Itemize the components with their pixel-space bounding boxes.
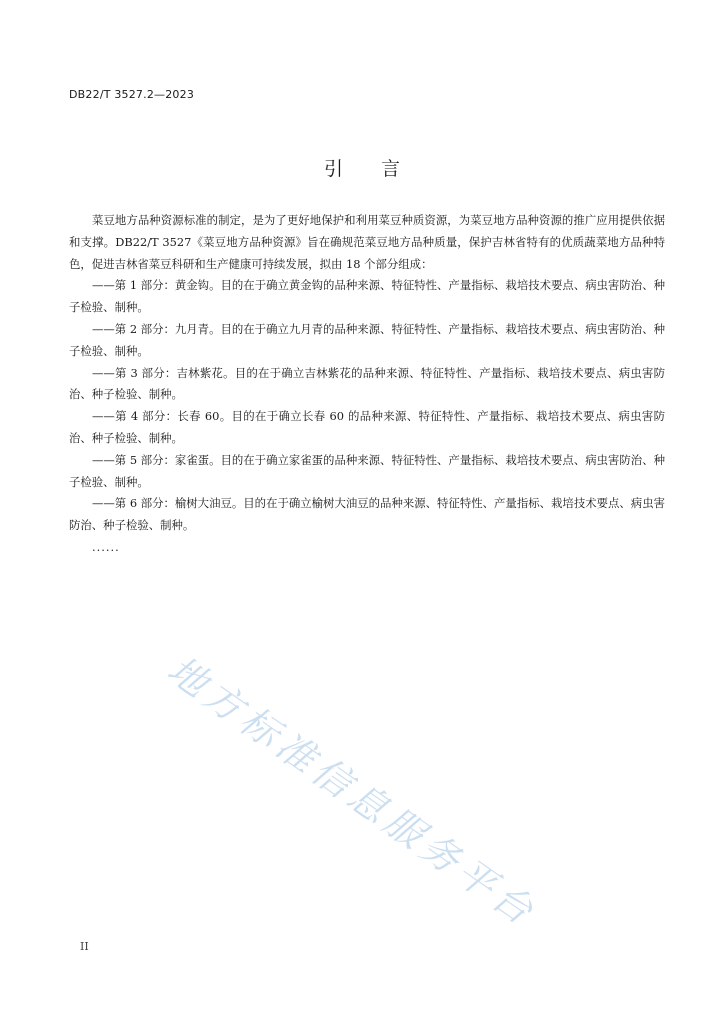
continuation-ellipsis: ......	[92, 539, 120, 554]
document-code: DB22/T 3527.2—2023	[69, 88, 195, 101]
part-item-5: ——第 5 部分：家雀蛋。目的在于确立家雀蛋的品种来源、特征特性、产量指标、栽培技术要点、病虫害防治、种子检验、制种。	[69, 452, 665, 489]
introduction-body	[69, 210, 665, 559]
part-item-3: ——第 3 部分：吉林紫花。目的在于确立吉林紫花的品种来源、特征特性、产量指标、栽培技术要点、病虫害防治、种子检验、制种。	[69, 365, 665, 402]
watermark: 地方标准信息服务平台	[159, 647, 546, 936]
part-item-1: ——第 1 部分：黄金钩。目的在于确立黄金钩的品种来源、特征特性、产量指标、栽培技术要点、病虫害防治、种子检验、制种。	[69, 278, 665, 315]
part-item-2: ——第 2 部分：九月青。目的在于确立九月青的品种来源、特征特性、产量指标、栽培技术要点、病虫害防治、种子检验、制种。	[69, 321, 665, 358]
page-number: II	[80, 940, 89, 953]
section-heading	[0, 154, 724, 181]
part-item-4: ——第 4 部分：长春 60。目的在于确立长春 60 的品种来源、特征特性、产量指标、栽培技术要点、病虫害防治、种子检验、制种。	[69, 409, 665, 445]
heading-char-2: 言	[381, 158, 401, 180]
intro-paragraph: 菜豆地方品种资源标准的制定，是为了更好地保护和利用菜豆种质资源，为菜豆地方品种资源的推广应用提供依据和支撑。DB22/T 3527《菜豆地方品种资源》旨在确规范菜豆地方品种质量，保护吉林省特有的优质蔬菜地方品种特色，促进吉林省菜豆科研和生产健康可持续发展，拟由 18 个部分组成：	[69, 213, 665, 271]
part-item-6: ——第 6 部分：榆树大油豆。目的在于确立榆树大油豆的品种来源、特征特性、产量指标、栽培技术要点、病虫害防治、种子检验、制种。	[69, 496, 665, 533]
heading-char-1: 引	[323, 158, 343, 180]
